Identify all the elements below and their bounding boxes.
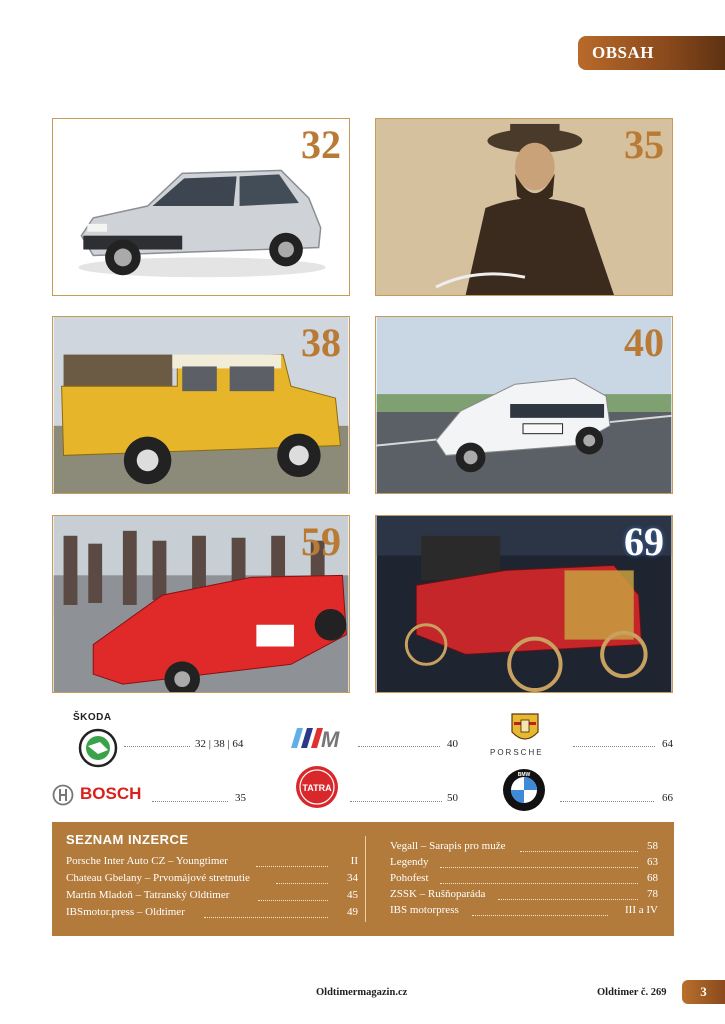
svg-text:TATRA: TATRA (302, 783, 332, 793)
page-number-badge: 3 (682, 980, 725, 1004)
bosch-logo-text: BOSCH (80, 784, 142, 803)
bosch-armature-icon (52, 784, 74, 806)
photo-article-38[interactable] (52, 316, 350, 494)
inzerce-page: 63 (647, 856, 658, 868)
bmw-roundel-icon (502, 768, 546, 812)
photo-article-32[interactable] (52, 118, 350, 296)
page-ref: 35 (235, 792, 246, 804)
photo-article-35[interactable] (375, 118, 673, 296)
inzerce-item: Vegall – Sarapis pro muže (390, 840, 506, 852)
inzerce-page: 34 (347, 872, 358, 884)
page-ref: 50 (447, 792, 458, 804)
skoda-logo-text: ŠKODA (73, 712, 112, 723)
page-ref: 66 (662, 792, 673, 804)
inzerce-page: 45 (347, 889, 358, 901)
svg-text:M: M (321, 727, 340, 750)
inzerce-page: 78 (647, 888, 658, 900)
inzerce-item: Martin Mladoň – Tatranský Oldtimer (66, 889, 230, 901)
inzerce-item: IBSmotor.press – Oldtimer (66, 906, 185, 918)
tatra-logo-icon (294, 764, 340, 810)
inzerce-item: ZSSK – Rušňoparáda (390, 888, 486, 900)
bmw-m-logo-icon (285, 726, 349, 750)
inzerce-page: 58 (647, 840, 658, 852)
inzerce-page: 68 (647, 872, 658, 884)
footer-issue: Oldtimer č. 269 (597, 987, 667, 998)
page-ref: 40 (447, 738, 458, 750)
inzerce-page: II (350, 855, 358, 867)
column-divider (365, 836, 366, 922)
inzerce-item: Chateau Gbelany – Prvomájové stretnutie (66, 872, 250, 884)
inzerce-item: Porsche Inter Auto CZ – Youngtimer (66, 855, 228, 867)
section-tab: OBSAH (578, 36, 725, 70)
page-number: 69 (624, 519, 664, 564)
page-number: 38 (301, 320, 341, 365)
inzerce-item: Pohofest (390, 872, 429, 884)
page-number: 32 (301, 122, 341, 167)
advertiser-index-box (52, 822, 674, 936)
photo-article-40[interactable] (375, 316, 673, 494)
porsche-logo-text: PORSCHE (490, 748, 544, 757)
svg-text:BMW: BMW (517, 772, 531, 778)
photo-article-69[interactable] (375, 515, 673, 693)
photo-article-59[interactable] (52, 515, 350, 693)
page-number: 59 (301, 519, 341, 564)
page-number: 40 (624, 320, 664, 365)
inzerce-page: III a IV (625, 904, 658, 916)
porsche-crest-icon (510, 712, 540, 746)
inzerce-page: 49 (347, 906, 358, 918)
inzerce-item: Legendy (390, 856, 429, 868)
footer-website[interactable]: Oldtimermagazin.cz (316, 987, 408, 998)
page-number: 35 (624, 122, 664, 167)
advertiser-index-title: SEZNAM INZERCE (66, 832, 189, 847)
inzerce-item: IBS motorpress (390, 904, 459, 916)
skoda-logo-icon (78, 728, 118, 768)
page-ref: 32 | 38 | 64 (195, 738, 244, 750)
page-ref: 64 (662, 738, 673, 750)
